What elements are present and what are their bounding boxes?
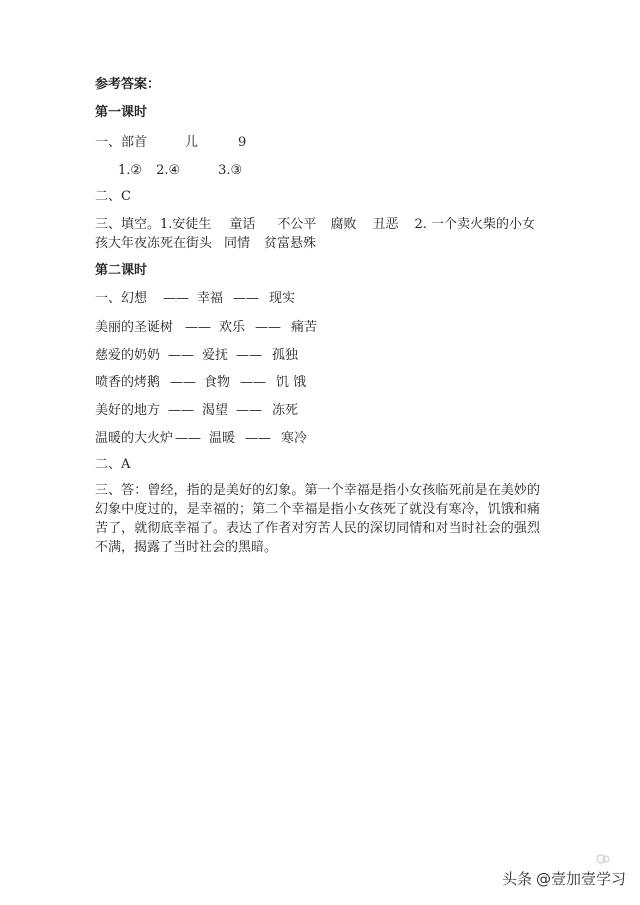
q3-blank-g: 同情 [224, 236, 251, 251]
q3-blank-a: 童话 [229, 217, 256, 232]
match-term-b: 食物 [204, 375, 231, 390]
match-term-b: 幸福 [197, 291, 224, 306]
lesson1-q1-sub [118, 162, 242, 180]
answer-heading: 参考答案： [95, 77, 161, 92]
match-term-b: 爱抚 [202, 348, 229, 363]
watermark-handle: @壹加壹学习 [535, 870, 626, 888]
lesson2-q3: 三、答：曾经，指的是美好的幻象。第一个幸福是指小女孩临死前是在美妙的幻象中度过的，是幸福的；第二个幸福是指小女孩死了就没有寒冷，饥饿和痛苦了，就彻底幸福了。表达了作者对穷苦人民的深切同情和对当时社会的强烈不满，揭露了当时社会的黑暗。 [95, 483, 540, 555]
match-dash-1: —— [175, 431, 202, 446]
match-term-b: 渴望 [202, 403, 229, 418]
q1-sub-c: 3.③ [218, 163, 243, 178]
match-term-a: 一、幻想 [95, 291, 148, 306]
match-row [95, 347, 298, 365]
match-term-b: 欢乐 [219, 320, 246, 335]
match-term-a: 慈爱的奶奶 [95, 348, 161, 363]
match-term-c: 饥 饿 [276, 375, 307, 390]
q3-blank-c: 腐败 [330, 217, 357, 232]
lesson2-title: 第二课时 [95, 263, 148, 278]
q1-answer-b: 9 [238, 135, 247, 150]
lesson1-q2: 二、C [95, 189, 131, 204]
match-term-a: 喷香的烤鹅 [95, 375, 161, 390]
match-dash-1: —— [163, 291, 190, 306]
q3-blank-b: 不公平 [277, 217, 317, 232]
match-dash-1: —— [168, 348, 195, 363]
match-dash-1: —— [168, 403, 195, 418]
match-row [95, 374, 306, 392]
match-row [95, 402, 298, 420]
watermark-prefix: 头条 [501, 870, 532, 888]
match-row [95, 290, 295, 308]
match-dash-2: —— [255, 320, 282, 335]
match-row [95, 319, 317, 337]
q3-label: 三、填空。1.安徒生 [95, 217, 212, 232]
match-dash-1: —— [170, 375, 197, 390]
q3-blank-f: 孩大年夜冻死在街头 [95, 236, 213, 251]
match-dash-2: —— [233, 291, 260, 306]
match-dash-2: —— [236, 348, 263, 363]
match-dash-2: —— [236, 403, 263, 418]
q3-blank-e: 2. 一个卖火柴的小女 [414, 217, 536, 232]
match-term-c: 冻死 [272, 403, 299, 418]
watermark-faint [596, 853, 610, 865]
match-term-c: 孤独 [272, 348, 299, 363]
match-term-c: 痛苦 [291, 320, 318, 335]
lesson1-q1 [95, 134, 246, 152]
match-term-b: 温暖 [209, 431, 236, 446]
q1-label: 一、部首 [95, 135, 148, 150]
toutiao-watermark [502, 868, 626, 889]
lesson2-q2: 二、A [95, 457, 131, 472]
q1-sub-a: 1.② [118, 163, 143, 178]
lesson1-title: 第一课时 [95, 105, 148, 120]
watermark-logo-icon [596, 853, 610, 865]
match-term-a: 美丽的圣诞树 [95, 320, 174, 335]
lesson1-q3-line2 [95, 235, 316, 253]
match-dash-1: —— [185, 320, 212, 335]
q1-sub-b: 2.④ [156, 163, 181, 178]
match-term-a: 温暖的大火炉 [95, 431, 174, 446]
match-row [95, 430, 307, 448]
match-term-c: 寒冷 [281, 431, 308, 446]
match-dash-2: —— [240, 375, 267, 390]
lesson1-q3-line1 [95, 216, 535, 234]
match-term-a: 美好的地方 [95, 403, 161, 418]
q1-answer-a: 儿 [185, 135, 199, 150]
match-term-c: 现实 [269, 291, 296, 306]
q3-blank-d: 丑恶 [372, 217, 399, 232]
match-dash-2: —— [245, 431, 272, 446]
q3-blank-h: 贫富悬殊 [264, 236, 317, 251]
